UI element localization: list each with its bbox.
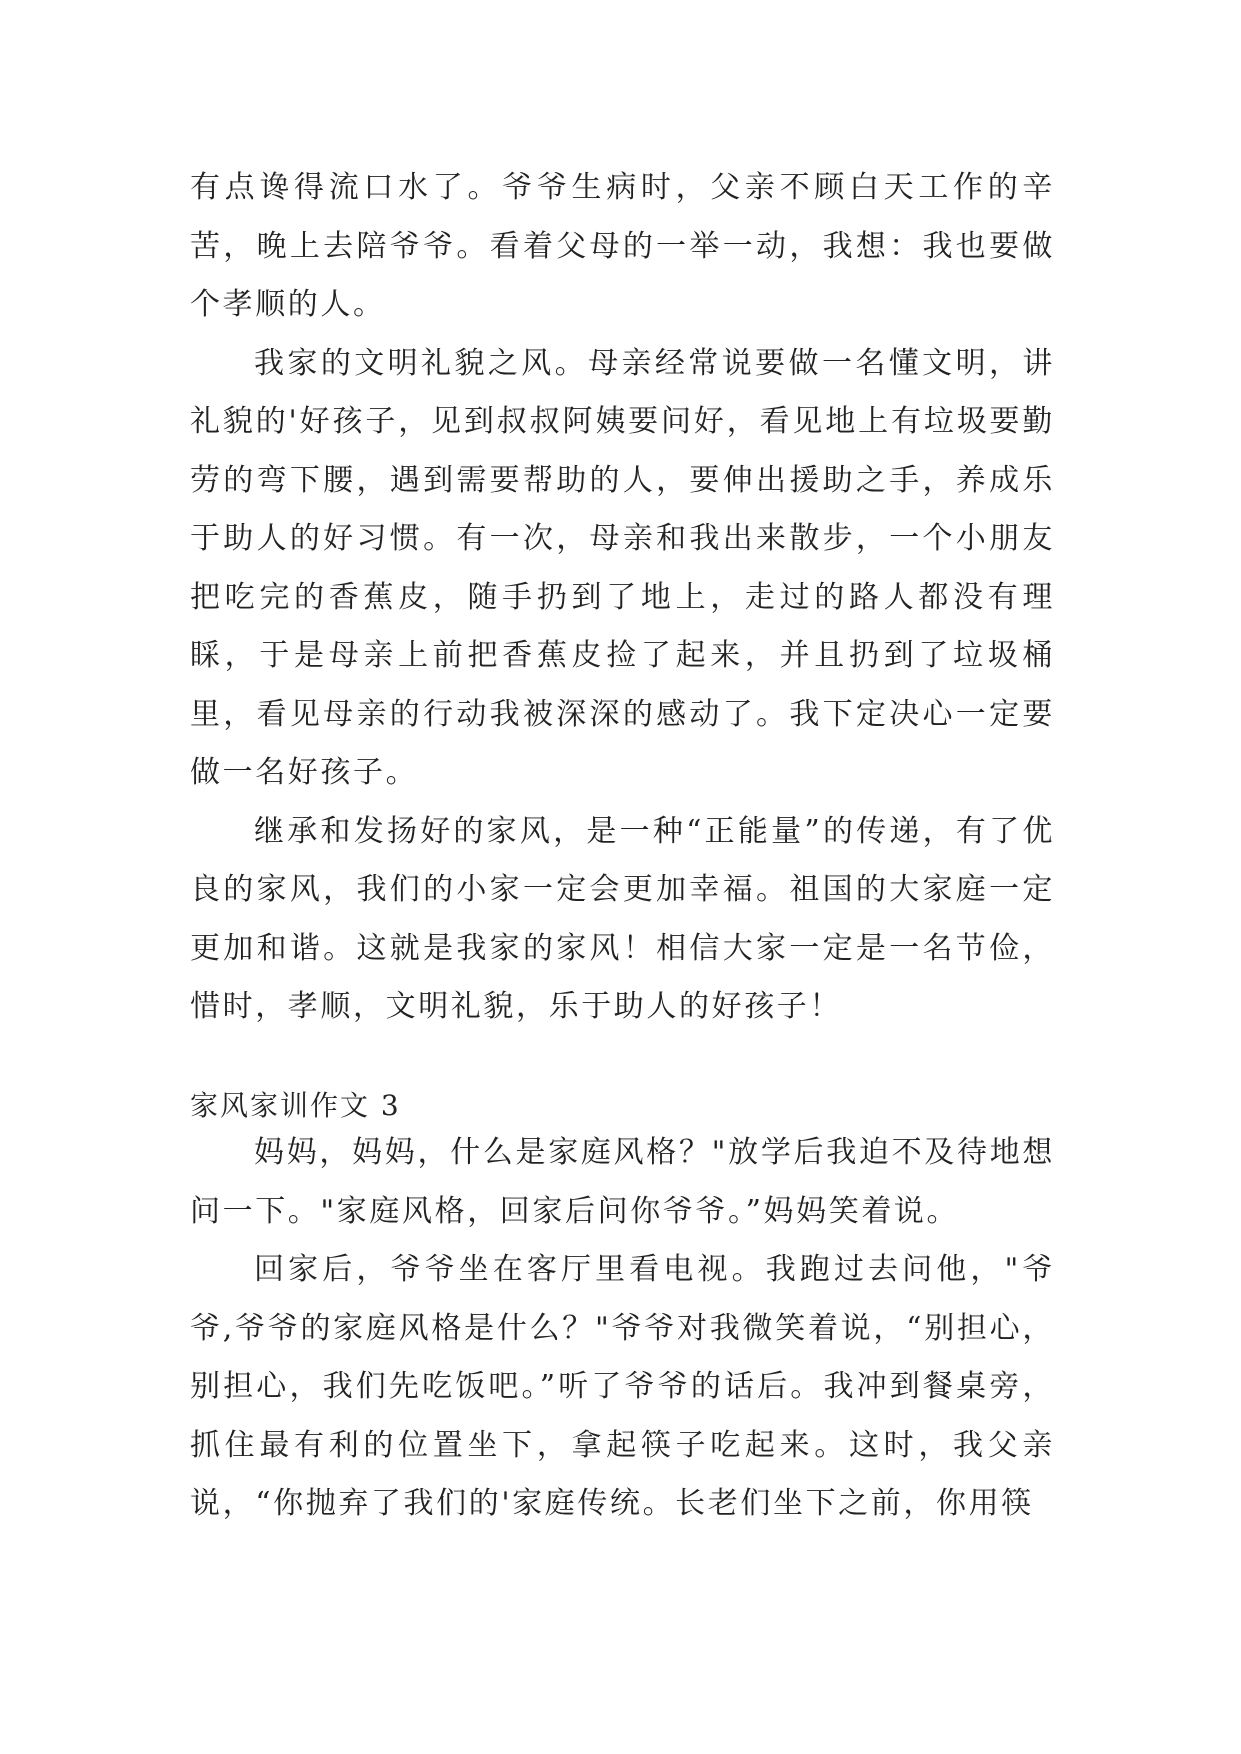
text-block-top <box>190 159 1055 1037</box>
paragraph-civility: 我家的文明礼貌之风。母亲经常说要做一名懂文明，讲礼貌的'好孩子，见到叔叔阿姨要问好，看见地上有垃圾要勤劳的弯下腰，遇到需要帮助的人，要伸出援助之手，养成乐于助人的好习惯。有一次，母亲和我出来散步，一个小朋友把吃完的香蕉皮，随手扔到了地上，走过的路人都没有理睬，于是母亲上前把香蕉皮捡了起来，并且扔到了垃圾桶里，看见母亲的行动我被深深的感动了。我下定决心一定要做一名好孩子。 <box>190 345 1055 790</box>
paragraph-continuation: 有点谗得流口水了。爷爷生病时，父亲不顾白天工作的辛苦，晚上去陪爷爷。看着父母的一举一动，我想：我也要做个孝顺的人。 <box>190 170 1055 322</box>
paragraph-conclusion: 继承和发扬好的家风，是一种“正能量”的传递，有了优良的家风，我们的小家一定会更加幸福。祖国的大家庭一定更加和谐。这就是我家的家风！相信大家一定是一名节俭，惜时，孝顺，文明礼貌，乐于助人的好孩子！ <box>190 813 1055 1024</box>
section-title: 家风家训作文 3 <box>190 1089 401 1122</box>
text-block-bottom <box>190 1124 1055 1534</box>
paragraph-grandpa: 回家后，爷爷坐在客厅里看电视。我跑过去问他，"爷爷,爷爷的家庭风格是什么？"爷爷对我微笑着说，“别担心，别担心，我们先吃饭吧。”听了爷爷的话后。我冲到餐桌旁，抓住最有利的位置坐下，拿起筷子吃起来。这时，我父亲说，“你抛弃了我们的'家庭传统。长老们坐下之前，你用筷 <box>190 1252 1055 1521</box>
paragraph-question: 妈妈，妈妈，什么是家庭风格？"放学后我迫不及待地想问一下。"家庭风格，回家后问你爷爷。”妈妈笑着说。 <box>190 1135 1055 1229</box>
